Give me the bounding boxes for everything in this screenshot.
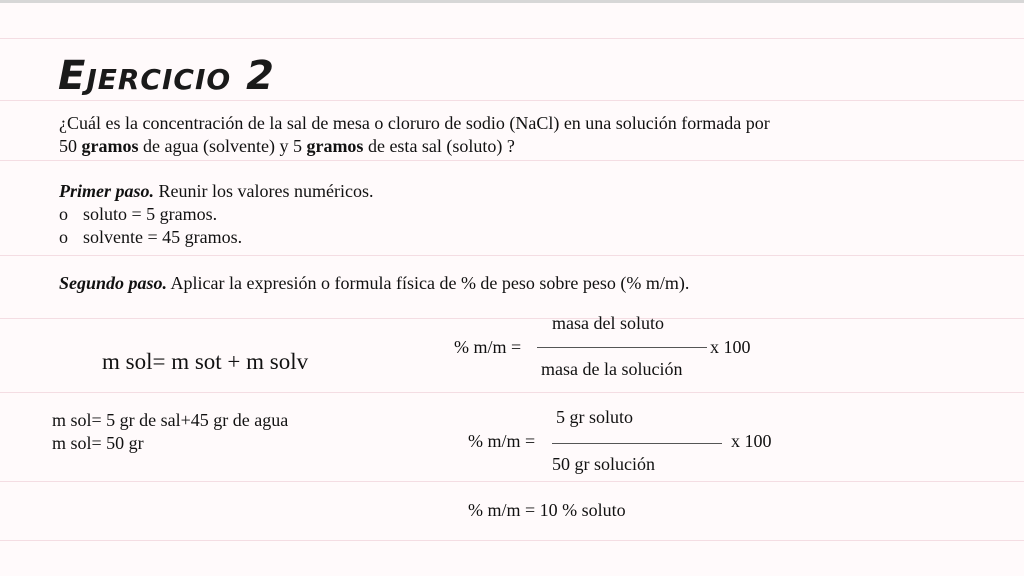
- question-text: de esta sal (soluto) ?: [367, 136, 515, 156]
- bold-unit: gramos: [306, 136, 364, 156]
- bullet-icon: o: [59, 227, 68, 247]
- formula-multiplier: x 100: [710, 337, 751, 357]
- step-1-heading: Primer paso.: [59, 181, 155, 201]
- calc-multiplier: x 100: [731, 431, 772, 451]
- fraction-bar: [537, 347, 707, 348]
- list-item: [59, 203, 217, 226]
- calc-numerator: 5 gr soluto: [556, 407, 634, 427]
- step-2-heading: Segundo paso.: [59, 273, 168, 293]
- bullet-icon: o: [59, 204, 68, 224]
- page-title: Ejercicio 2: [58, 53, 275, 99]
- step-2: [59, 272, 689, 295]
- salt-amount: 5: [292, 136, 302, 156]
- page-rule: [0, 540, 1024, 541]
- final-result: % m/m = 10 % soluto: [468, 500, 626, 520]
- page-rule: [0, 160, 1024, 161]
- formula-denominator: masa de la solución: [541, 359, 683, 379]
- calc-label: % m/m =: [468, 431, 536, 451]
- fraction-bar: [552, 443, 722, 444]
- step-2-text: Aplicar la expresión o formula física de % de peso sobre peso (% m/m).: [170, 273, 690, 293]
- list-item-text: soluto = 5 gramos.: [83, 204, 218, 224]
- question-line-1: ¿Cuál es la concentración de la sal de mesa o cloruro de sodio (NaCl) en una solución formada por: [59, 113, 770, 133]
- formula-label: % m/m =: [454, 337, 522, 357]
- formula-numerator: masa del soluto: [552, 313, 664, 333]
- page-rule: [0, 38, 1024, 39]
- page-rule: [0, 392, 1024, 393]
- list-item: [59, 226, 242, 249]
- water-amount: 50: [59, 136, 77, 156]
- calc-denominator: 50 gr solución: [552, 454, 655, 474]
- step-1-text: Reunir los valores numéricos.: [158, 181, 374, 201]
- top-border: [0, 0, 1024, 3]
- page-rule: [0, 100, 1024, 101]
- list-item-text: solvente = 45 gramos.: [83, 227, 243, 247]
- solution-mass-formula: m sol= m sot + m solv: [102, 349, 309, 374]
- page-rule: [0, 255, 1024, 256]
- page-rule: [0, 318, 1024, 319]
- page-rule: [0, 481, 1024, 482]
- step-1: [59, 180, 373, 203]
- bold-unit: gramos: [81, 136, 139, 156]
- question-text: de agua (solvente) y: [143, 136, 289, 156]
- solution-mass-result: m sol= 50 gr: [52, 433, 144, 453]
- question-line-2: [59, 135, 515, 158]
- solution-mass-calc: m sol= 5 gr de sal+45 gr de agua: [52, 410, 289, 430]
